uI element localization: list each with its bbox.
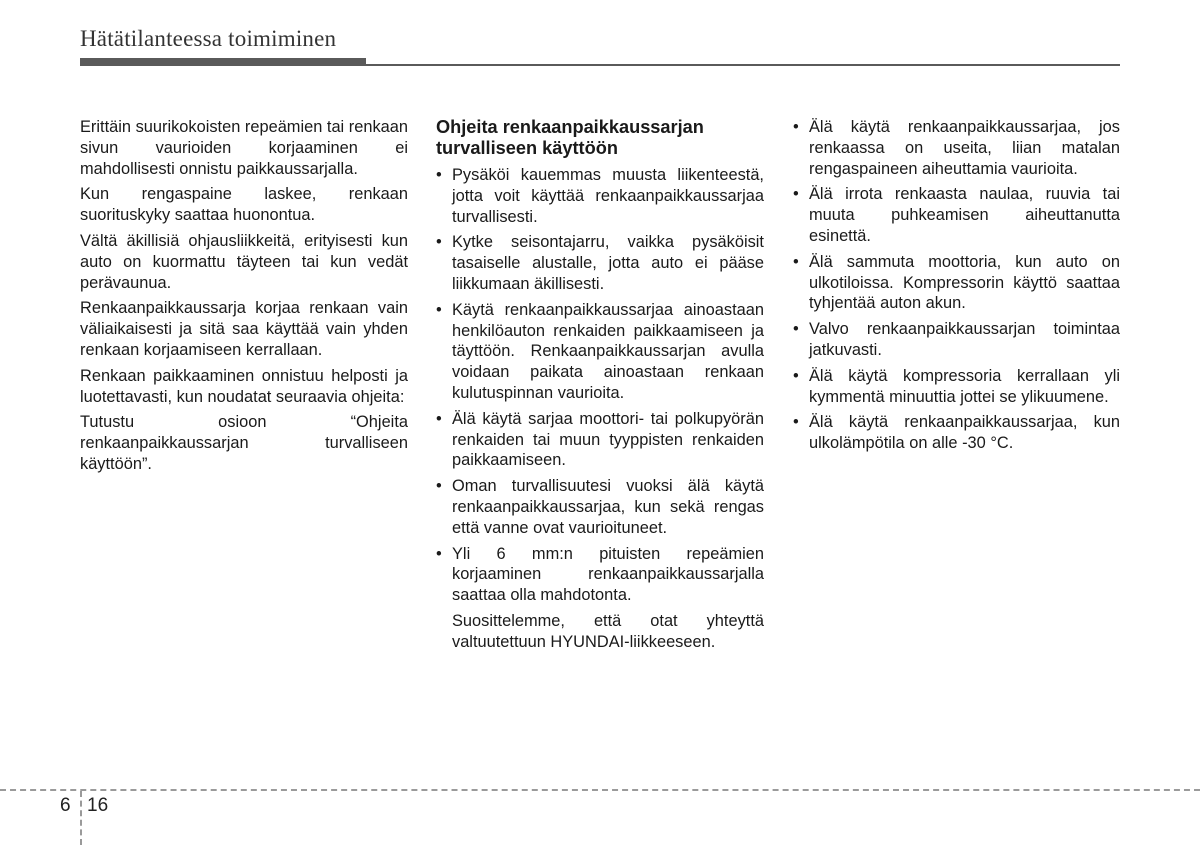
list-item-text: Käytä renkaanpaikkaussarjaa ainoastaan henkilöauton renkaiden paikkaamiseen ja täyttöön. Renkaanpaikkaussarjan avulla voidaan paikata ainoastaan renkaan kulutuspinnan vaurioita.	[452, 300, 764, 402]
list-item-text: Älä käytä sarjaa moottori- tai polkupyörän renkaiden tai muun tyyppisten renkaiden paikkaamiseen.	[452, 409, 764, 470]
paragraph: Vältä äkillisiä ohjausliikkeitä, erityisesti kun auto on kuormattu täyteen tai kun vedät perävaunua.	[80, 231, 408, 292]
list-item	[793, 117, 1120, 179]
list-item-text: Yli 6 mm:n pituisten repeämien korjaaminen renkaanpaikkaussarjalla saattaa olla mahdotonta.	[452, 544, 764, 605]
bullet-icon: •	[793, 185, 799, 204]
list-item-text: Pysäköi kauemmas muusta liikenteestä, jotta voit käyttää renkaanpaikkaussarjaa turvallisesti.	[452, 166, 764, 226]
subsection-heading: Ohjeita renkaanpaikkaussarjan turvalliseen käyttöön	[436, 117, 704, 158]
list-item-text: Älä sammuta moottoria, kun auto on ulkotiloissa. Kompressorin käyttö saattaa tyhjentää auton akun.	[809, 252, 1120, 313]
list-item	[436, 300, 764, 404]
list-item-text: Älä käytä renkaanpaikkaussarjaa, jos renkaassa on useita, liian matalan rengaspaineen aiheuttamia vaurioita.	[809, 118, 1120, 178]
list-item	[793, 184, 1120, 246]
bullet-icon: •	[793, 252, 799, 271]
bullet-icon: •	[793, 320, 799, 339]
list-item-note: Suosittelemme, että otat yhteyttä valtuutettuun HYUNDAI-liikkeeseen.	[452, 611, 764, 651]
list-item	[436, 409, 764, 471]
paragraph: Erittäin suurikokoisten repeämien tai renkaan sivun vaurioiden korjaaminen ei mahdollisesti onnistu paikkaussarjalla.	[80, 118, 408, 178]
bullet-icon: •	[436, 409, 442, 428]
list-item-text: Oman turvallisuutesi vuoksi älä käytä renkaanpaikkaussarjaa, kun sekä rengas että vanne ovat vaurioituneet.	[452, 477, 764, 537]
bullet-icon: •	[793, 366, 799, 385]
header-rule-thick	[80, 58, 366, 66]
safety-bullet-list	[436, 165, 764, 653]
bullet-icon: •	[436, 166, 442, 184]
chapter-number: 6	[60, 795, 71, 816]
list-item	[793, 319, 1120, 361]
list-item	[793, 412, 1120, 454]
footer-dashed-divider	[80, 791, 82, 845]
paragraph: Renkaanpaikkaussarja korjaa renkaan vain väliaikaisesti ja sitä saa käyttää vain yhden renkaan korjaamiseen kerrallaan.	[80, 299, 408, 359]
column-left	[80, 117, 408, 480]
bullet-icon: •	[793, 413, 799, 432]
list-item	[436, 232, 764, 294]
paragraph: Kun rengaspaine laskee, renkaan suorituskyky saattaa huonontua.	[80, 185, 408, 225]
bullet-icon: •	[436, 233, 442, 252]
bullet-icon: •	[436, 300, 442, 319]
list-item-text: Älä käytä renkaanpaikkaussarjaa, kun ulkolämpötila on alle -30 °C.	[809, 413, 1120, 453]
paragraph: Tutustu osioon “Ohjeita renkaanpaikkaussarjan turvalliseen käyttöön”.	[80, 413, 408, 473]
list-item	[793, 252, 1120, 314]
header-rule-thin	[366, 64, 1120, 66]
list-item	[436, 165, 764, 227]
bullet-icon: •	[436, 544, 442, 563]
column-right	[793, 117, 1120, 459]
list-item-text: Älä irrota renkaasta naulaa, ruuvia tai muuta puhkeamisen aiheuttanutta esinettä.	[809, 185, 1120, 245]
list-item	[436, 476, 764, 538]
list-item-text: Valvo renkaanpaikkaussarjan toimintaa jatkuvasti.	[809, 320, 1120, 359]
list-item	[436, 544, 764, 653]
bullet-icon: •	[793, 118, 799, 136]
safety-bullet-list-continued	[793, 117, 1120, 454]
footer-dashed-rule	[0, 789, 1200, 791]
paragraph: Renkaan paikkaaminen onnistuu helposti ja luotettavasti, kun noudatat seuraavia ohjeita:	[80, 366, 408, 406]
list-item-text: Älä käytä kompressoria kerrallaan yli kymmentä minuuttia jottei se ylikuumene.	[809, 366, 1120, 406]
list-item	[793, 366, 1120, 408]
section-title: Hätätilanteessa toimiminen	[80, 26, 337, 51]
bullet-icon: •	[436, 477, 442, 496]
column-middle	[436, 117, 764, 658]
page-number: 16	[87, 795, 109, 816]
list-item-text: Kytke seisontajarru, vaikka pysäköisit tasaiselle alustalle, jotta auto ei pääse liikkumaan äkillisesti.	[452, 233, 764, 293]
